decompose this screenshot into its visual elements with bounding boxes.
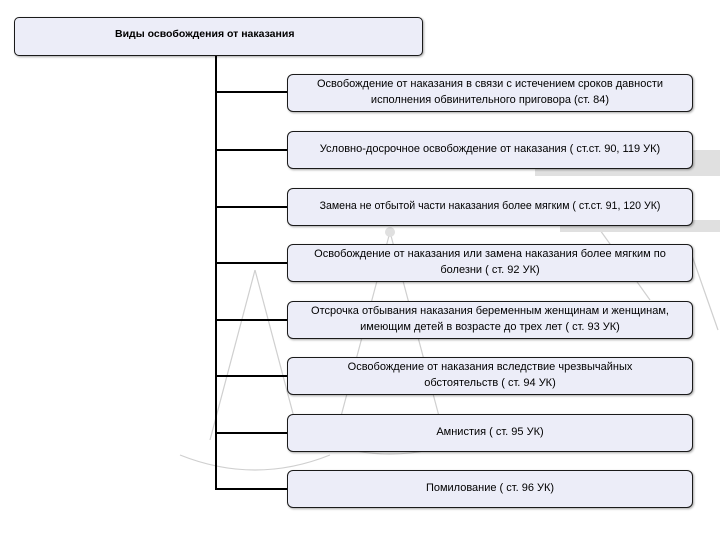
item-box-deferment xyxy=(287,301,693,339)
item-box-pardon xyxy=(287,470,693,508)
item-text: Помилование ( ст. 96 УК) xyxy=(425,482,555,495)
item-box-sentence-replacement xyxy=(287,188,693,226)
item-box-illness xyxy=(287,244,693,282)
item-box-statute-of-limitations xyxy=(287,74,693,112)
item-box-amnesty xyxy=(287,414,693,452)
item-text: Условно-досрочное освобождение от наказания ( ст.ст. 90, 119 УК) xyxy=(319,143,661,156)
item-text: Замена не отбытой части наказания более мягким ( ст.ст. 91, 120 УК) xyxy=(319,200,661,213)
item-text: Отсрочка отбывания наказания беременным женщинам и женщинам, имеющим детей в возрасте до трех лет ( ст. 93 УК) xyxy=(311,305,669,333)
item-text: Освобождение от наказания вследствие чрезвычайных обстоятельств ( ст. 94 УК) xyxy=(347,361,633,389)
item-text: Освобождение от наказания или замена наказания более мягким по болезни ( ст. 92 УК) xyxy=(314,248,666,276)
item-box-emergency xyxy=(287,357,693,395)
item-text: Амнистия ( ст. 95 УК) xyxy=(436,426,544,439)
item-box-parole xyxy=(287,131,693,169)
diagram-title: Виды освобождения от наказания xyxy=(115,27,295,40)
item-text: Освобождение от наказания в связи с истечением сроков давности исполнения обвинительного приговора (ст. 84) xyxy=(316,78,664,106)
diagram-title-box xyxy=(14,17,423,56)
